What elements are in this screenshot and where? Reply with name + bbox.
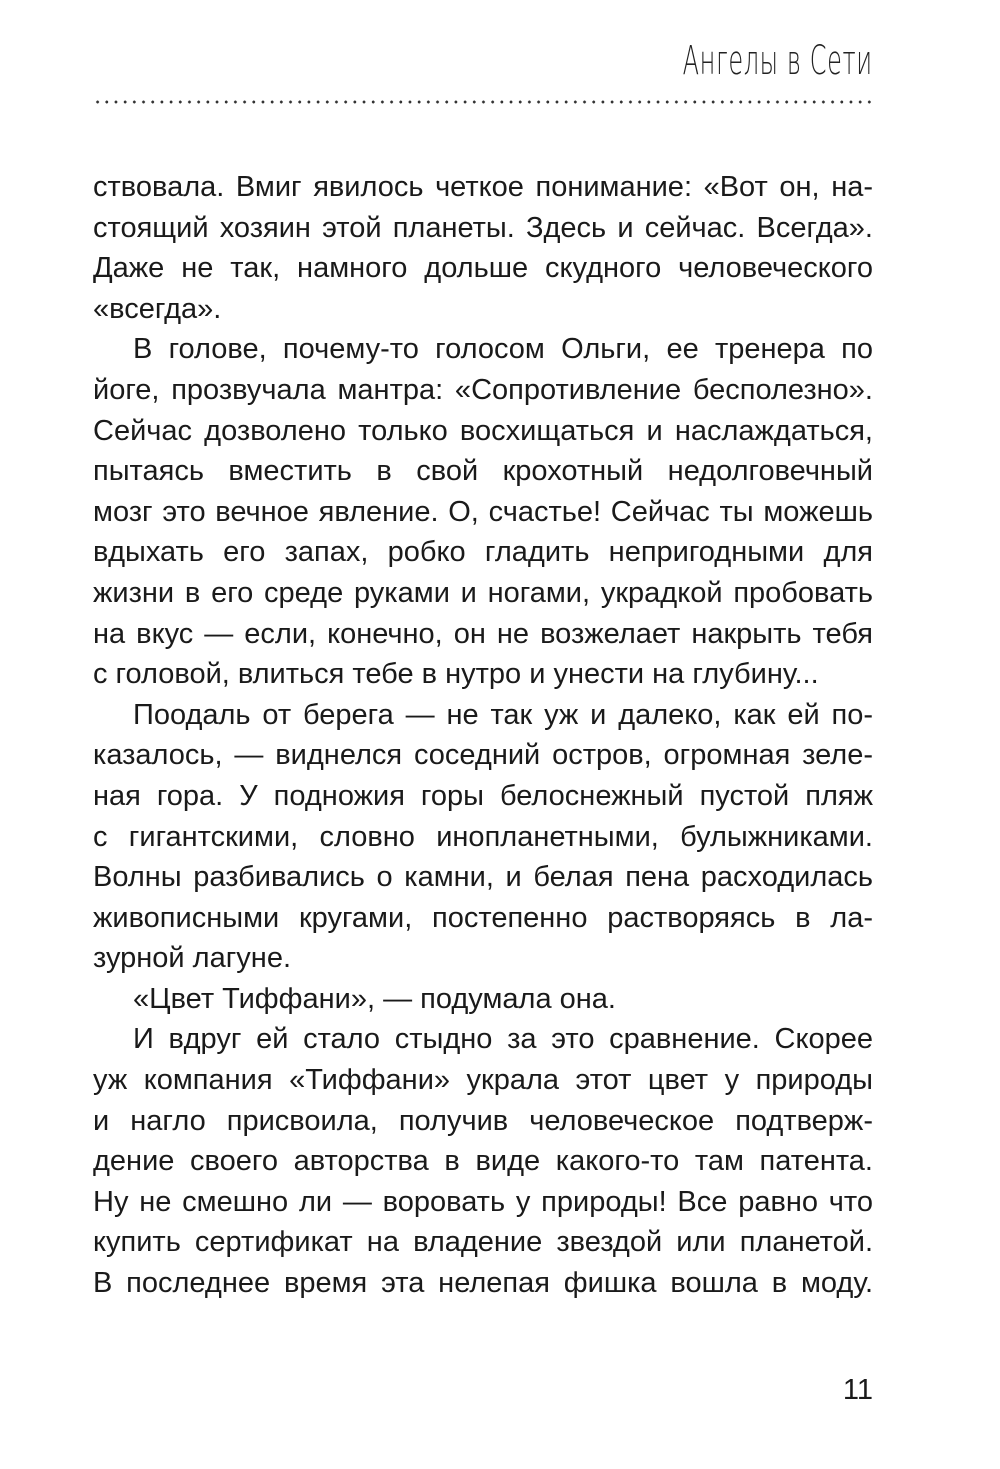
text-line: Ну не смешно ли — воровать у природы! Все равно что (93, 1185, 873, 1218)
text-line: Поодаль от берега — не так уж и далеко, как ей по- (133, 698, 873, 731)
text-line: с головой, влиться тебе в нутро и унести на глубину... (93, 658, 819, 691)
text-line: жизни в его среде руками и ногами, украдкой пробовать (93, 576, 873, 609)
text-line: вдыхать его запах, робко гладить непригодными для (93, 536, 873, 569)
body-text (93, 167, 873, 1304)
text-line: и нагло присвоила, получив человеческое подтверж- (93, 1104, 873, 1137)
dotted-divider (93, 100, 875, 104)
text-line: купить сертификат на владение звездой или планетой. (93, 1226, 873, 1259)
text-line: Волны разбивались о камни, и белая пена расходилась (93, 861, 873, 894)
text-line: В последнее время эта нелепая фишка вошла в моду. (93, 1267, 873, 1300)
text-line: пытаясь вместить в свой крохотный недолговечный (93, 455, 873, 488)
text-line: ная гора. У подножия горы белоснежный пустой пляж (93, 779, 873, 812)
text-line: йоге, прозвучала мантра: «Сопротивление бесполезно». (93, 373, 873, 406)
text-line: мозг это вечное явление. О, счастье! Сейчас ты можешь (93, 495, 873, 528)
page-number: 11 (842, 1374, 873, 1406)
text-line: на вкус — если, конечно, он не возжелает накрыть тебя (93, 617, 873, 650)
text-line: дение своего авторства в виде какого-то там патента. (93, 1145, 873, 1178)
text-line: с гигантскими, словно инопланетными, булыжниками. (93, 820, 873, 853)
text-line: живописными кругами, постепенно растворяясь в ла- (93, 901, 873, 934)
text-line: стоящий хозяин этой планеты. Здесь и сейчас. Всегда». (93, 211, 873, 244)
text-line: И вдруг ей стало стыдно за это сравнение. Скорее (133, 1023, 873, 1056)
text-line: «всегда». (93, 292, 222, 325)
text-line: ствовала. Вмиг явилось четкое понимание: «Вот он, на- (93, 171, 873, 203)
text-line: казалось, — виднелся соседний остров, огромная зеле- (93, 739, 873, 772)
text-line: Даже не так, намного дольше скудного человеческого (93, 252, 873, 285)
text-line: уж компания «Тиффани» украла этот цвет у природы (93, 1064, 873, 1097)
text-line: Сейчас дозволено только восхищаться и наслаждаться, (93, 414, 873, 447)
text-line: зурной лагуне. (93, 942, 292, 975)
text-line: В голове, почему-то голосом Ольги, ее тренера по (133, 333, 873, 366)
running-header: Ангелы в Сети (683, 38, 873, 84)
text-line: «Цвет Тиффани», — подумала она. (133, 982, 616, 1015)
